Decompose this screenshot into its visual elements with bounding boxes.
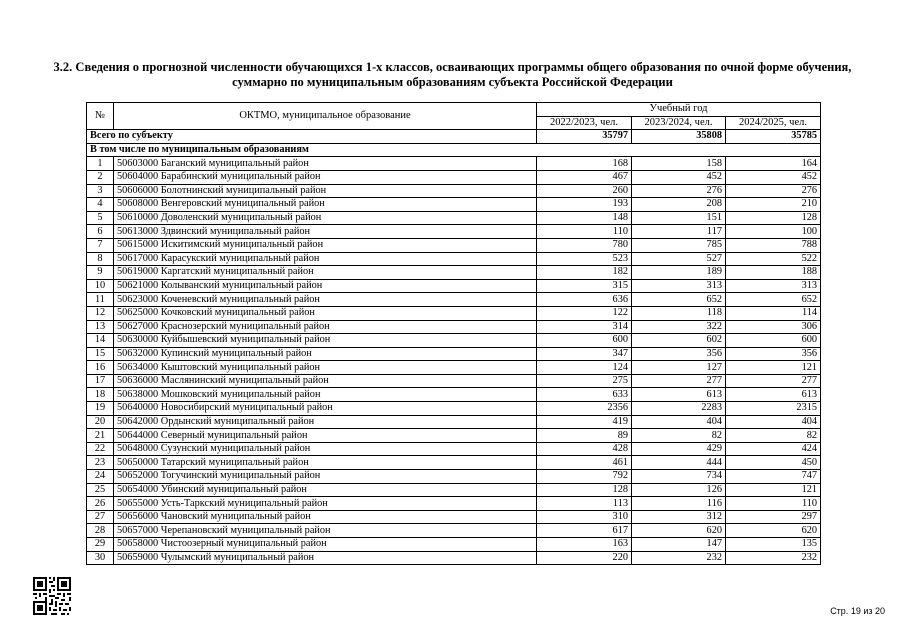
row-value-2023: 322: [632, 320, 726, 334]
row-value-2022: 124: [537, 361, 632, 375]
row-municipality: 50659000 Чулымский муниципальный район: [114, 551, 537, 565]
row-value-2024: 313: [726, 279, 821, 293]
row-value-2023: 151: [632, 211, 726, 225]
table-row: [87, 347, 821, 361]
table-row: [87, 483, 821, 497]
row-municipality: 50648000 Сузунский муниципальный район: [114, 442, 537, 456]
row-municipality: 50632000 Купинский муниципальный район: [114, 347, 537, 361]
row-value-2023: 785: [632, 238, 726, 252]
row-value-2023: 404: [632, 415, 726, 429]
row-value-2024: 613: [726, 388, 821, 402]
row-municipality: 50621000 Колыванский муниципальный район: [114, 279, 537, 293]
table-row: [87, 524, 821, 538]
row-number: 16: [87, 361, 114, 375]
row-value-2024: 747: [726, 470, 821, 484]
row-value-2024: 82: [726, 429, 821, 443]
row-number: 13: [87, 320, 114, 334]
row-municipality: 50615000 Искитимский муниципальный район: [114, 238, 537, 252]
row-value-2022: 633: [537, 388, 632, 402]
table-row: [87, 538, 821, 552]
table-row: [87, 334, 821, 348]
row-value-2023: 452: [632, 170, 726, 184]
row-municipality: 50656000 Чановский муниципальный район: [114, 510, 537, 524]
row-value-2022: 347: [537, 347, 632, 361]
row-number: 21: [87, 429, 114, 443]
row-value-2022: 193: [537, 198, 632, 212]
row-value-2022: 636: [537, 293, 632, 307]
row-value-2024: 620: [726, 524, 821, 538]
row-value-2024: 450: [726, 456, 821, 470]
row-number: 4: [87, 198, 114, 212]
row-number: 23: [87, 456, 114, 470]
row-number: 14: [87, 334, 114, 348]
header-year-3: 2024/2025, чел.: [726, 116, 821, 130]
row-municipality: 50650000 Татарский муниципальный район: [114, 456, 537, 470]
table-row: [87, 306, 821, 320]
row-municipality: 50625000 Кочковский муниципальный район: [114, 306, 537, 320]
total-value-2: 35808: [632, 130, 726, 144]
total-label: Всего по субъекту: [87, 130, 537, 144]
row-value-2024: 135: [726, 538, 821, 552]
row-municipality: 50658000 Чистоозерный муниципальный район: [114, 538, 537, 552]
row-municipality: 50610000 Доволенский муниципальный район: [114, 211, 537, 225]
table-row: [87, 184, 821, 198]
row-value-2022: 275: [537, 374, 632, 388]
row-value-2023: 356: [632, 347, 726, 361]
row-value-2024: 600: [726, 334, 821, 348]
row-number: 2: [87, 170, 114, 184]
enrollment-table: [86, 102, 821, 565]
row-municipality: 50623000 Коченевский муниципальный район: [114, 293, 537, 307]
row-value-2024: 277: [726, 374, 821, 388]
row-value-2024: 188: [726, 266, 821, 280]
row-value-2024: 297: [726, 510, 821, 524]
row-value-2022: 428: [537, 442, 632, 456]
row-value-2022: 780: [537, 238, 632, 252]
row-municipality: 50619000 Каргатский муниципальный район: [114, 266, 537, 280]
row-municipality: 50652000 Тогучинский муниципальный район: [114, 470, 537, 484]
table-row: [87, 211, 821, 225]
row-value-2022: 128: [537, 483, 632, 497]
row-number: 5: [87, 211, 114, 225]
header-number: №: [87, 103, 114, 130]
row-value-2023: 444: [632, 456, 726, 470]
table-row: [87, 198, 821, 212]
document-title: [30, 60, 875, 90]
row-number: 29: [87, 538, 114, 552]
row-number: 25: [87, 483, 114, 497]
title-line-2: суммарно по муниципальным образованиям субъекта Российской Федерации: [232, 75, 673, 89]
row-value-2023: 116: [632, 497, 726, 511]
row-value-2022: 89: [537, 429, 632, 443]
table-row: [87, 510, 821, 524]
row-value-2024: 356: [726, 347, 821, 361]
row-value-2024: 128: [726, 211, 821, 225]
row-number: 7: [87, 238, 114, 252]
row-value-2022: 792: [537, 470, 632, 484]
row-municipality: 50606000 Болотнинский муниципальный район: [114, 184, 537, 198]
table-row: [87, 279, 821, 293]
row-value-2022: 182: [537, 266, 632, 280]
row-value-2023: 127: [632, 361, 726, 375]
row-value-2024: 652: [726, 293, 821, 307]
row-value-2024: 114: [726, 306, 821, 320]
row-value-2024: 452: [726, 170, 821, 184]
row-municipality: 50604000 Барабинский муниципальный район: [114, 170, 537, 184]
row-municipality: 50640000 Новосибирский муниципальный район: [114, 402, 537, 416]
row-number: 1: [87, 157, 114, 171]
row-municipality: 50627000 Краснозерский муниципальный район: [114, 320, 537, 334]
header-oktmo: ОКТМО, муниципальное образование: [114, 103, 537, 130]
row-value-2022: 220: [537, 551, 632, 565]
row-value-2022: 148: [537, 211, 632, 225]
row-municipality: 50608000 Венгеровский муниципальный район: [114, 198, 537, 212]
row-value-2022: 461: [537, 456, 632, 470]
row-value-2024: 210: [726, 198, 821, 212]
row-value-2024: 110: [726, 497, 821, 511]
row-number: 17: [87, 374, 114, 388]
table-row: [87, 225, 821, 239]
row-value-2023: 527: [632, 252, 726, 266]
row-municipality: 50642000 Ордынский муниципальный район: [114, 415, 537, 429]
row-number: 12: [87, 306, 114, 320]
page-number: Стр. 19 из 20: [830, 606, 885, 616]
table-row: [87, 497, 821, 511]
row-municipality: 50655000 Усть-Таркский муниципальный район: [114, 497, 537, 511]
row-value-2024: 404: [726, 415, 821, 429]
row-number: 30: [87, 551, 114, 565]
row-value-2022: 113: [537, 497, 632, 511]
row-number: 9: [87, 266, 114, 280]
row-municipality: 50603000 Баганский муниципальный район: [114, 157, 537, 171]
row-value-2023: 429: [632, 442, 726, 456]
row-value-2024: 164: [726, 157, 821, 171]
table-row: [87, 402, 821, 416]
row-value-2023: 602: [632, 334, 726, 348]
row-value-2022: 168: [537, 157, 632, 171]
row-value-2022: 419: [537, 415, 632, 429]
row-number: 28: [87, 524, 114, 538]
row-municipality: 50657000 Черепановский муниципальный район: [114, 524, 537, 538]
row-value-2022: 467: [537, 170, 632, 184]
table-row: [87, 266, 821, 280]
row-number: 18: [87, 388, 114, 402]
row-value-2023: 312: [632, 510, 726, 524]
table-row: [87, 442, 821, 456]
row-value-2023: 208: [632, 198, 726, 212]
row-value-2022: 314: [537, 320, 632, 334]
row-value-2024: 306: [726, 320, 821, 334]
row-value-2022: 110: [537, 225, 632, 239]
total-value-1: 35797: [537, 130, 632, 144]
row-value-2024: 100: [726, 225, 821, 239]
row-municipality: 50630000 Куйбышевский муниципальный район: [114, 334, 537, 348]
row-value-2023: 313: [632, 279, 726, 293]
table-row: [87, 238, 821, 252]
row-value-2023: 189: [632, 266, 726, 280]
row-value-2023: 232: [632, 551, 726, 565]
row-value-2022: 600: [537, 334, 632, 348]
table-row: [87, 170, 821, 184]
row-number: 6: [87, 225, 114, 239]
header-year-2: 2023/2024, чел.: [632, 116, 726, 130]
row-number: 3: [87, 184, 114, 198]
row-value-2023: 2283: [632, 402, 726, 416]
row-number: 10: [87, 279, 114, 293]
table-row: [87, 374, 821, 388]
row-value-2022: 315: [537, 279, 632, 293]
row-value-2023: 620: [632, 524, 726, 538]
table-row: [87, 361, 821, 375]
row-value-2022: 523: [537, 252, 632, 266]
table-row: [87, 252, 821, 266]
total-value-3: 35785: [726, 130, 821, 144]
row-number: 15: [87, 347, 114, 361]
row-value-2022: 310: [537, 510, 632, 524]
row-municipality: 50617000 Карасукский муниципальный район: [114, 252, 537, 266]
row-value-2022: 163: [537, 538, 632, 552]
row-value-2023: 147: [632, 538, 726, 552]
row-municipality: 50634000 Кыштовский муниципальный район: [114, 361, 537, 375]
row-value-2022: 260: [537, 184, 632, 198]
table-row: [87, 388, 821, 402]
total-row: [87, 130, 821, 144]
row-value-2023: 126: [632, 483, 726, 497]
row-value-2024: 121: [726, 361, 821, 375]
row-value-2024: 522: [726, 252, 821, 266]
row-number: 11: [87, 293, 114, 307]
row-municipality: 50613000 Здвинский муниципальный район: [114, 225, 537, 239]
row-value-2023: 652: [632, 293, 726, 307]
table-row: [87, 320, 821, 334]
row-value-2023: 734: [632, 470, 726, 484]
row-number: 19: [87, 402, 114, 416]
table-row: [87, 157, 821, 171]
table-row: [87, 293, 821, 307]
section-row: [87, 143, 821, 157]
row-value-2024: 2315: [726, 402, 821, 416]
row-number: 22: [87, 442, 114, 456]
title-line-1: 3.2. Сведения о прогнозной численности обучающихся 1-х классов, осваивающих программы общего образования по очной форме обучения,: [53, 60, 852, 74]
row-number: 24: [87, 470, 114, 484]
section-label: В том числе по муниципальным образованиям: [87, 143, 821, 157]
table-row: [87, 429, 821, 443]
row-number: 8: [87, 252, 114, 266]
row-value-2024: 424: [726, 442, 821, 456]
row-value-2024: 232: [726, 551, 821, 565]
row-value-2023: 277: [632, 374, 726, 388]
row-value-2024: 788: [726, 238, 821, 252]
row-number: 20: [87, 415, 114, 429]
row-value-2023: 82: [632, 429, 726, 443]
row-municipality: 50654000 Убинский муниципальный район: [114, 483, 537, 497]
row-value-2022: 2356: [537, 402, 632, 416]
row-municipality: 50636000 Маслянинский муниципальный район: [114, 374, 537, 388]
row-number: 27: [87, 510, 114, 524]
row-value-2022: 617: [537, 524, 632, 538]
table-row: [87, 456, 821, 470]
row-municipality: 50644000 Северный муниципальный район: [114, 429, 537, 443]
header-year-1: 2022/2023, чел.: [537, 116, 632, 130]
row-value-2024: 121: [726, 483, 821, 497]
table-row: [87, 415, 821, 429]
row-value-2023: 276: [632, 184, 726, 198]
table-row: [87, 551, 821, 565]
row-value-2023: 118: [632, 306, 726, 320]
header-school-year: Учебный год: [537, 103, 821, 117]
row-number: 26: [87, 497, 114, 511]
row-value-2024: 276: [726, 184, 821, 198]
table-row: [87, 470, 821, 484]
row-value-2022: 122: [537, 306, 632, 320]
row-municipality: 50638000 Мошковский муниципальный район: [114, 388, 537, 402]
row-value-2023: 117: [632, 225, 726, 239]
row-value-2023: 613: [632, 388, 726, 402]
qr-code-icon: [33, 577, 71, 615]
row-value-2023: 158: [632, 157, 726, 171]
